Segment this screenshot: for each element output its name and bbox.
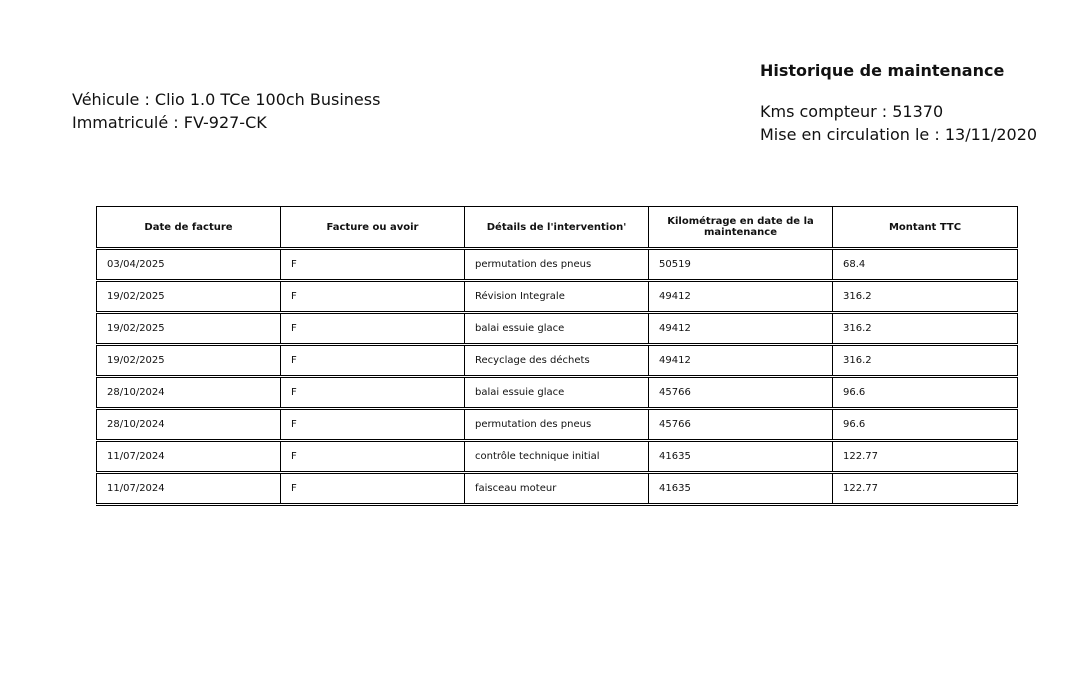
registration-date: Mise en circulation le : 13/11/2020 xyxy=(760,125,1038,144)
cell-details: permutation des pneus xyxy=(465,409,649,441)
table-header xyxy=(97,207,1018,249)
cell-date: 11/07/2024 xyxy=(97,441,281,473)
table-row xyxy=(97,313,1018,345)
cell-type: F xyxy=(281,249,465,281)
maintenance-table-wrapper xyxy=(96,206,1017,506)
cell-type: F xyxy=(281,281,465,313)
cell-type: F xyxy=(281,377,465,409)
column-header-invoice-date: Date de facture xyxy=(97,207,281,249)
cell-mileage: 45766 xyxy=(649,409,833,441)
vehicle-model: Véhicule : Clio 1.0 TCe 100ch Business xyxy=(72,90,381,109)
cell-amount: 122.77 xyxy=(833,441,1018,473)
cell-amount: 68.4 xyxy=(833,249,1018,281)
cell-type: F xyxy=(281,473,465,505)
cell-date: 19/02/2025 xyxy=(97,313,281,345)
cell-mileage: 49412 xyxy=(649,281,833,313)
cell-date: 28/10/2024 xyxy=(97,377,281,409)
cell-type: F xyxy=(281,345,465,377)
header-row xyxy=(97,207,1018,249)
table-row xyxy=(97,473,1018,505)
table-row xyxy=(97,441,1018,473)
cell-amount: 316.2 xyxy=(833,345,1018,377)
cell-details: permutation des pneus xyxy=(465,249,649,281)
cell-mileage: 41635 xyxy=(649,473,833,505)
cell-details: Recyclage des déchets xyxy=(465,345,649,377)
cell-type: F xyxy=(281,313,465,345)
column-header-intervention-details: Détails de l'intervention' xyxy=(465,207,649,249)
cell-type: F xyxy=(281,409,465,441)
cell-date: 28/10/2024 xyxy=(97,409,281,441)
cell-mileage: 49412 xyxy=(649,345,833,377)
column-header-invoice-type: Facture ou avoir xyxy=(281,207,465,249)
cell-details: contrôle technique initial xyxy=(465,441,649,473)
cell-amount: 316.2 xyxy=(833,313,1018,345)
maintenance-table xyxy=(96,206,1018,506)
cell-mileage: 50519 xyxy=(649,249,833,281)
cell-amount: 96.6 xyxy=(833,377,1018,409)
table-body xyxy=(97,249,1018,505)
table-row xyxy=(97,409,1018,441)
column-header-amount: Montant TTC xyxy=(833,207,1018,249)
cell-details: Révision Integrale xyxy=(465,281,649,313)
cell-date: 11/07/2024 xyxy=(97,473,281,505)
cell-details: faisceau moteur xyxy=(465,473,649,505)
cell-mileage: 49412 xyxy=(649,313,833,345)
cell-date: 03/04/2025 xyxy=(97,249,281,281)
vehicle-info xyxy=(72,88,380,134)
cell-date: 19/02/2025 xyxy=(97,281,281,313)
cell-amount: 96.6 xyxy=(833,409,1018,441)
table-row xyxy=(97,345,1018,377)
page-title: Historique de maintenance xyxy=(760,61,1005,80)
odometer-reading: Kms compteur : 51370 xyxy=(760,102,944,121)
history-info xyxy=(760,59,1037,146)
table-row xyxy=(97,281,1018,313)
column-header-mileage: Kilométrage en date de la maintenance xyxy=(649,207,833,249)
cell-mileage: 45766 xyxy=(649,377,833,409)
cell-mileage: 41635 xyxy=(649,441,833,473)
table-row xyxy=(97,377,1018,409)
cell-details: balai essuie glace xyxy=(465,313,649,345)
cell-details: balai essuie glace xyxy=(465,377,649,409)
cell-date: 19/02/2025 xyxy=(97,345,281,377)
cell-amount: 122.77 xyxy=(833,473,1018,505)
cell-amount: 316.2 xyxy=(833,281,1018,313)
cell-type: F xyxy=(281,441,465,473)
table-row xyxy=(97,249,1018,281)
vehicle-plate: Immatriculé : FV-927-CK xyxy=(72,113,267,132)
